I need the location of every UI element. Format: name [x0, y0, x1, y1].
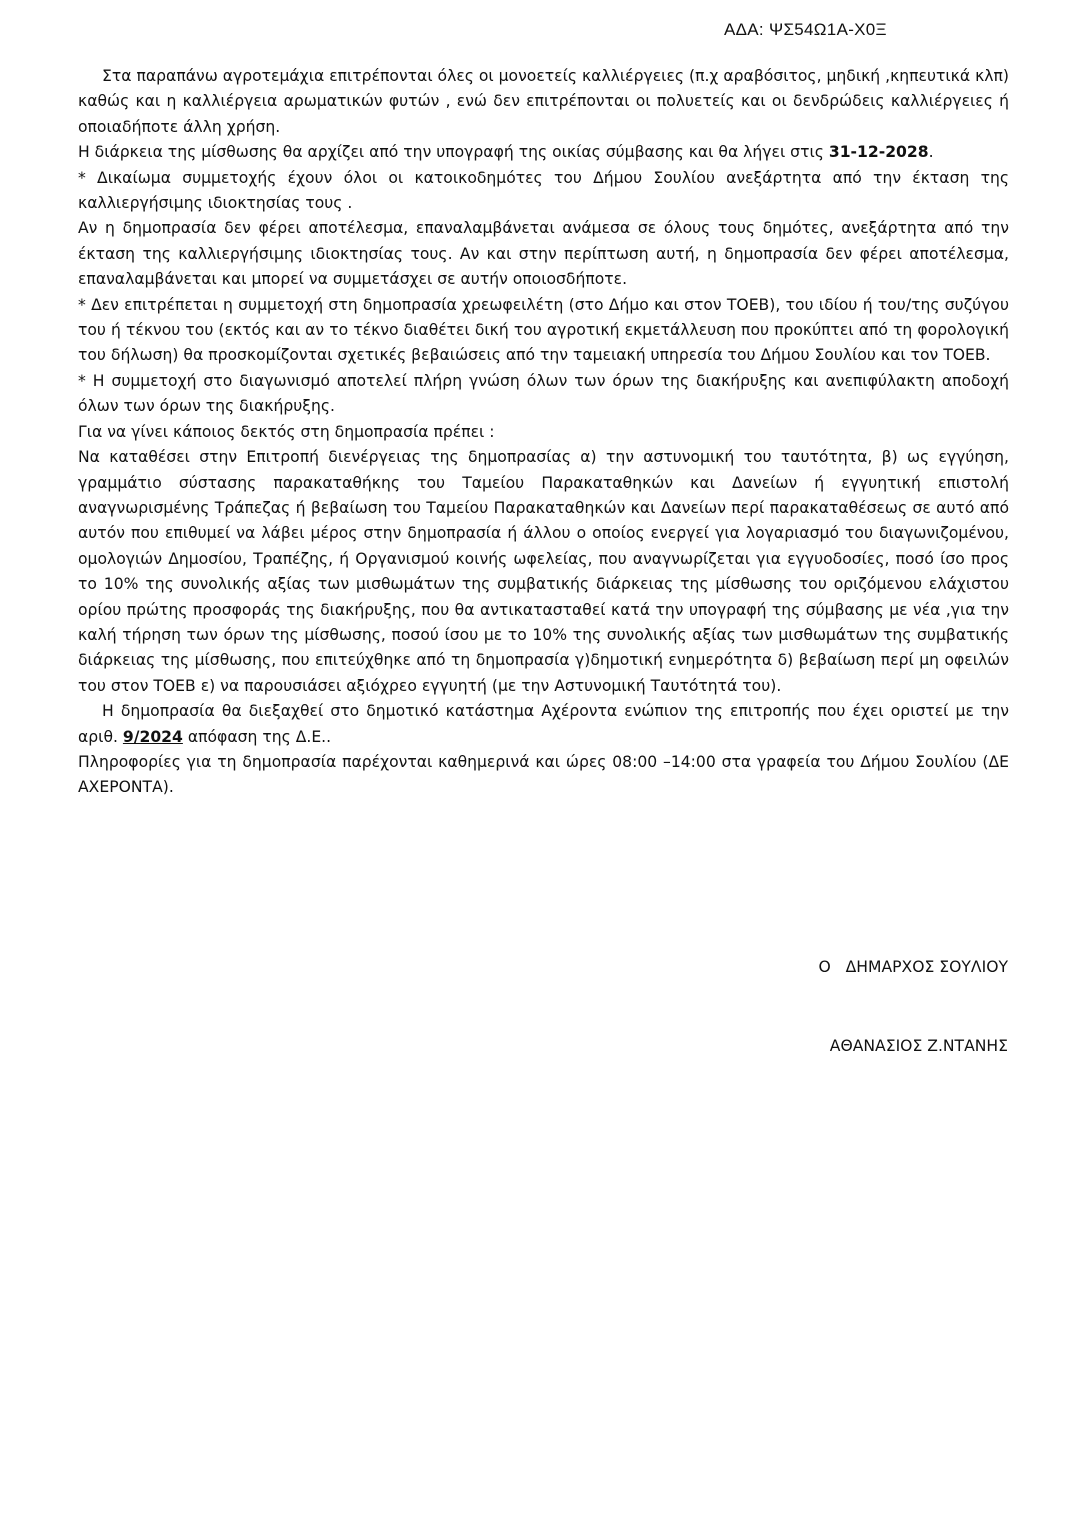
lease-duration-text: Η διάρκεια της μίσθωσης θα αρχίζει από την υπογραφή της οικίας σύμβασης και θα λήγει στις: [78, 143, 829, 162]
document-body: [78, 64, 1009, 801]
paragraph-participation-right: * Δικαίωμα συμμετοχής έχουν όλοι οι κατοικοδημότες του Δήμου Σουλίου ανεξάρτητα από την έκταση της καλλιεργήσιμης ιδιοκτησίας τους .: [78, 168, 1009, 213]
paragraph-requirements: Να καταθέσει στην Επιτροπή διενέργειας της δημοπρασίας α) την αστυνομική του ταυτότητα, β) ως εγγύηση, γραμμάτιο σύστασης παρακαταθήκης του Ταμείου Παρακαταθηκών και Δανείων ή εγγυητική επιστολή αναγνωρισμένης Τράπεζας ή βεβαίωση του Ταμείου Παρακαταθηκών και Δανείων περί παρακαταθέσεως σε αυτό από αυτόν που επιθυμεί να λάβει μέρος στην δημοπρασία ή άλλου ο οποίος ενεργεί για λογαριασμό του διαγωνιζομένου, ομολογιών Δημοσίου, Τραπέζης, ή Οργανισμού κοινής ωφελείας, που αναγνωρίζεται για εγγυοδοσίες, ποσό ίσο προς το 10% της συνολικής αξίας των μισθωμάτων της συμβατικής διάρκειας της μίσθωσης του οριζόμενου ελάχιστου ορίου πρώτης προσφοράς της διακήρυξης, που θα αντικατασταθεί κατά την υπογραφή της σύμβασης με νέα ,για την καλή τήρηση των όρων της μίσθωσης, ποσού ίσου με το 10% της συνολικής αξίας των μισθωμάτων της συμβατικής διάρκειας της μίσθωσης, που επιτεύχθηκε από τη δημοπρασία γ)δημοτική ενημερότητα δ) βεβαίωση περί μη οφειλών του στον ΤΟΕΒ ε) να παρουσιάσει αξιόχρεο εγγυητή (με την Αστυνομική Ταυτότητά του).: [78, 448, 1009, 695]
auction-venue-text: Η δημοπρασία θα διεξαχθεί στο δημοτικό κατάστημα Αχέροντα ενώπιον της επιτροπής που έχει οριστεί με την αριθ.: [78, 702, 1009, 746]
decision-number: 9/2024: [122, 727, 183, 746]
paragraph-requirements-intro: Για να γίνει κάποιος δεκτός στη δημοπρασία πρέπει :: [78, 422, 495, 441]
paragraph-permitted-crops: Στα παραπάνω αγροτεμάχια επιτρέπονται όλες οι μονοετείς καλλιέργειες (π.χ αραβόσιτος, μηδική ,κηπευτικά κλπ) καθώς και η καλλιέργεια αρωματικών φυτών , ενώ δεν επιτρέπονται οι πολυετείς και οι δενδρώδεις καλλιέργειες ή οποιαδήποτε άλλη χρήση.: [78, 67, 1009, 136]
paragraph-debtor-exclusion: * Δεν επιτρέπεται η συμμετοχή στη δημοπρασία χρεωφειλέτη (στο Δήμο και στον ΤΟΕΒ), του ιδίου ή του/της συζύγου του ή τέκνου του (εκτός και αν το τέκνο διαθέτει δική του αγροτική εκμετάλλευση που προκύπτει από τη φορολογική του δήλωση) θα προσκομίζονται σχετικές βεβαιώσεις από την ταμειακή υπηρεσία του Δήμου Σουλίου και τον ΤΟΕΒ.: [78, 295, 1009, 365]
ada-code: ΑΔΑ: ΨΣ54Ω1Α-Χ0Ξ: [724, 20, 887, 39]
lease-duration-end: .: [928, 143, 934, 162]
paragraph-information: Πληροφορίες για τη δημοπρασία παρέχονται καθημερινά και ώρες 08:00 –14:00 στα γραφεία του Δήμου Σουλίου (ΔΕ ΑΧΕΡΟΝΤΑ).: [78, 752, 1009, 797]
paragraph-repeat-auction: Αν η δημοπρασία δεν φέρει αποτέλεσμα, επαναλαμβάνεται ανάμεσα σε όλους τους δημότες, ανεξάρτητα από την έκταση της καλλιεργήσιμης ιδιοκτησίας τους. Αν και στην περίπτωση αυτή, η δημοπρασία δεν φέρει αποτέλεσμα, επαναλαμβάνεται και μπορεί να συμμετάσχει σε αυτήν οποιοσδήποτε.: [78, 219, 1009, 289]
paragraph-lease-duration: [78, 140, 1009, 165]
paragraph-auction-venue: [78, 699, 1009, 750]
auction-venue-end: απόφαση της Δ.Ε..: [182, 727, 332, 746]
signature-name: ΑΘΑΝΑΣΙΟΣ Ζ.ΝΤΑΝΗΣ: [829, 1037, 1008, 1055]
lease-end-date: 31-12-2028: [828, 143, 929, 162]
paragraph-terms-acceptance: * Η συμμετοχή στο διαγωνισμό αποτελεί πλήρη γνώση όλων των όρων της διακήρυξης και ανεπιφύλακτη αποδοχή όλων των όρων της διακήρυξης.: [78, 371, 1009, 416]
signature-title: Ο ΔΗΜΑΡΧΟΣ ΣΟΥΛΙΟΥ: [818, 958, 1008, 976]
